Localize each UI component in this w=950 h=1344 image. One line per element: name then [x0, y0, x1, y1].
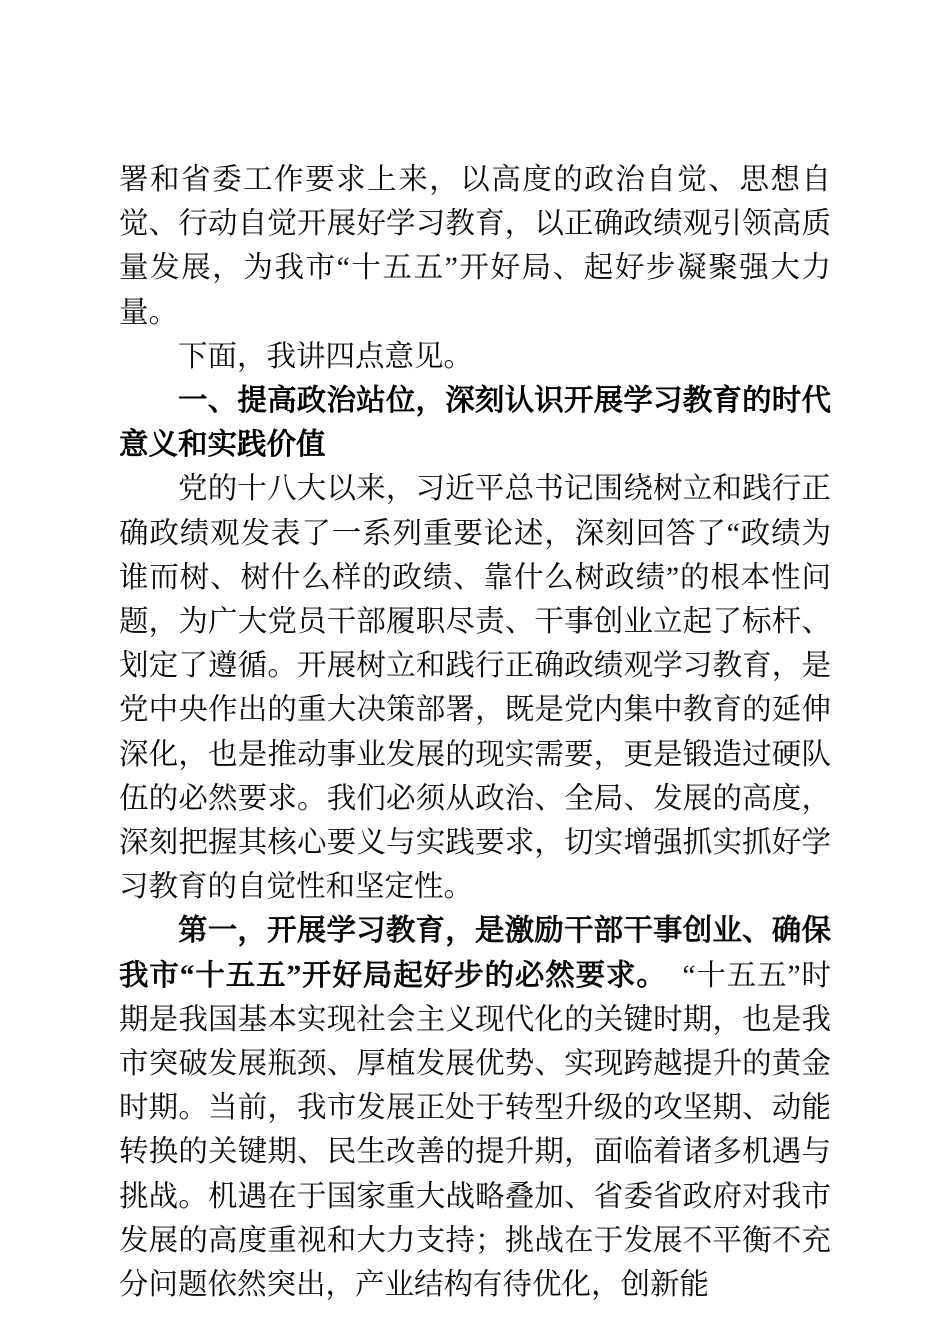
- section-heading-one: 一、提高政治站位，深刻认识开展学习教育的时代意义和实践价值: [119, 384, 831, 462]
- paragraph-continuation: 署和省委工作要求上来，以高度的政治自觉、思想自觉、行动自觉开展好学习教育，以正确政绩观引领高质量发展，为我市“十五五”开好局、起好步凝聚强大力量。: [119, 164, 831, 329]
- paragraph-background: 党的十八大以来，习近平总书记围绕树立和践行正确政绩观发表了一系列重要论述，深刻回答了“政绩为谁而树、树什么样的政绩、靠什么树政绩”的根本性问题，为广大党员干部履职尽责、干事创业立起了标杆、划定了遵循。开展树立和践行正确政绩观学习教育，是党中央作出的重大决策部署，既是党内集中教育的延伸深化，也是推动事业发展的现实需要，更是锻造过硬队伍的必然要求。我们必须从政治、全局、发展的高度，深刻把握其核心要义与实践要求，切实增强抓实抓好学习教育的自觉性和坚定性。: [119, 473, 831, 904]
- point-first-body: “十五五”时期是我国基本实现社会主义现代化的关键时期，也是我市突破发展瓶颈、厚植发展优势、实现跨越提升的黄金时期。当前，我市发展正处于转型升级的攻坚期、动能转换的关键期、民生改善的提升期，面临着诸多机遇与挑战。机遇在于国家重大战略叠加、省委省政府对我市发展的高度重视和大力支持；挑战在于发展不平衡不充分问题依然突出，产业结构有待优化，创新能: [119, 959, 831, 1302]
- paragraph-transition: 下面，我讲四点意见。: [178, 340, 474, 373]
- document-text-body: [119, 158, 831, 1307]
- point-first-lead-in: 第一，开展学习教育，是激励干部干事创业、确保我市“十五五”开好局起好步的必然要求。: [119, 915, 831, 992]
- paragraph-point-first: [119, 909, 831, 1307]
